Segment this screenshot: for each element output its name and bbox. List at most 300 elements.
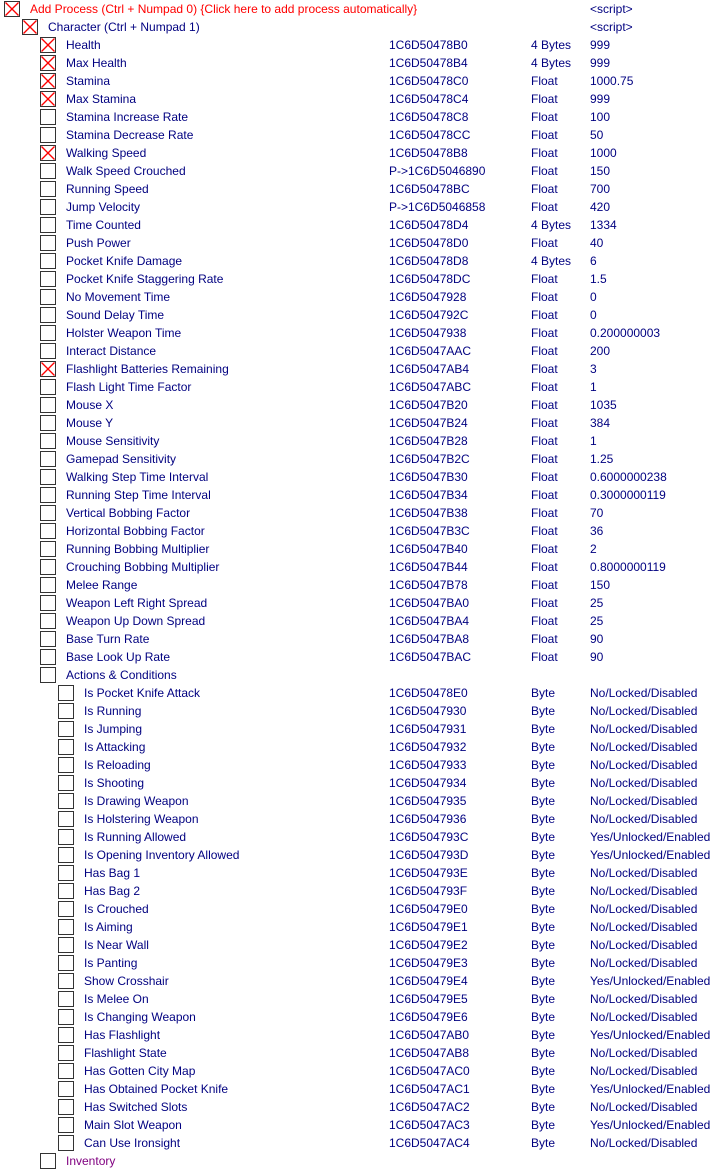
entry-address[interactable]: 1C6D5047BAC: [389, 650, 472, 664]
entry-description[interactable]: Has Bag 1: [84, 866, 141, 880]
entry-description[interactable]: Time Counted: [66, 218, 141, 232]
checkbox[interactable]: [40, 199, 56, 215]
checkbox[interactable]: [40, 1153, 56, 1169]
entry-type[interactable]: Byte: [531, 884, 556, 898]
entry-type[interactable]: Byte: [531, 1082, 556, 1096]
checkbox[interactable]: [58, 757, 74, 773]
entry-description[interactable]: Is Jumping: [84, 722, 143, 736]
table-row[interactable]: [0, 144, 727, 162]
entry-value[interactable]: Yes/Unlocked/Enabled: [590, 1028, 711, 1042]
table-row[interactable]: [0, 1152, 727, 1170]
entry-address[interactable]: 1C6D50478D0: [389, 236, 469, 250]
entry-description[interactable]: Running Bobbing Multiplier: [66, 542, 210, 556]
entry-description[interactable]: Weapon Left Right Spread: [66, 596, 208, 610]
entry-type[interactable]: Float: [531, 182, 558, 196]
entry-description[interactable]: Stamina: [66, 74, 111, 88]
checkbox[interactable]: [40, 289, 56, 305]
table-row[interactable]: [0, 36, 727, 54]
entry-description[interactable]: Running Step Time Interval: [66, 488, 211, 502]
table-row[interactable]: [0, 936, 727, 954]
entry-type[interactable]: Float: [531, 650, 558, 664]
entry-type[interactable]: Byte: [531, 1118, 556, 1132]
entry-type[interactable]: Float: [531, 146, 558, 160]
checkbox[interactable]: [40, 415, 56, 431]
entry-type[interactable]: Byte: [531, 848, 556, 862]
entry-address[interactable]: 1C6D5047AC1: [389, 1082, 470, 1096]
entry-type[interactable]: Float: [531, 92, 558, 106]
entry-address[interactable]: 1C6D5047931: [389, 722, 467, 736]
entry-address[interactable]: 1C6D5047930: [389, 704, 467, 718]
entry-description[interactable]: Is Changing Weapon: [84, 1010, 196, 1024]
entry-type[interactable]: Byte: [531, 776, 556, 790]
checkbox[interactable]: [40, 541, 56, 557]
table-row[interactable]: [0, 90, 727, 108]
entry-value[interactable]: 1035: [590, 398, 617, 412]
checkbox[interactable]: [40, 379, 56, 395]
table-row[interactable]: [0, 468, 727, 486]
table-row[interactable]: [0, 396, 727, 414]
entry-address[interactable]: 1C6D5047AC3: [389, 1118, 470, 1132]
entry-value[interactable]: 0.6000000238: [590, 470, 667, 484]
entry-address[interactable]: 1C6D5047B28: [389, 434, 468, 448]
entry-value[interactable]: No/Locked/Disabled: [590, 1046, 698, 1060]
checkbox[interactable]: [40, 253, 56, 269]
checkbox[interactable]: [58, 955, 74, 971]
checkbox[interactable]: [58, 937, 74, 953]
entry-type[interactable]: Float: [531, 308, 558, 322]
entry-type[interactable]: Byte: [531, 956, 556, 970]
entry-value[interactable]: 50: [590, 128, 604, 142]
entry-value[interactable]: 1.5: [590, 272, 607, 286]
entry-description[interactable]: Is Melee On: [84, 992, 149, 1006]
entry-description[interactable]: Has Obtained Pocket Knife: [84, 1082, 229, 1096]
entry-description[interactable]: Max Stamina: [66, 92, 137, 106]
entry-address[interactable]: 1C6D5047B30: [389, 470, 468, 484]
entry-description[interactable]: Is Pocket Knife Attack: [84, 686, 201, 700]
entry-value[interactable]: 999: [590, 92, 611, 106]
entry-value[interactable]: 40: [590, 236, 604, 250]
entry-address[interactable]: 1C6D504793E: [389, 866, 468, 880]
checkbox[interactable]: [58, 973, 74, 989]
entry-type[interactable]: Byte: [531, 758, 556, 772]
entry-address[interactable]: 1C6D5047AB4: [389, 362, 470, 376]
entry-description[interactable]: Base Look Up Rate: [66, 650, 171, 664]
entry-address[interactable]: 1C6D50479E5: [389, 992, 468, 1006]
entry-description[interactable]: Is Crouched: [84, 902, 149, 916]
entry-type[interactable]: Byte: [531, 1010, 556, 1024]
entry-description[interactable]: Is Running: [84, 704, 142, 718]
table-row[interactable]: [0, 18, 727, 36]
table-row[interactable]: [0, 360, 727, 378]
entry-address[interactable]: 1C6D5047938: [389, 326, 467, 340]
entry-value[interactable]: 150: [590, 578, 611, 592]
entry-value[interactable]: No/Locked/Disabled: [590, 866, 698, 880]
entry-description[interactable]: Base Turn Rate: [66, 632, 150, 646]
entry-value[interactable]: No/Locked/Disabled: [590, 794, 698, 808]
table-row[interactable]: [0, 0, 727, 18]
table-row[interactable]: [0, 792, 727, 810]
entry-type[interactable]: Byte: [531, 992, 556, 1006]
entry-description[interactable]: Sound Delay Time: [66, 308, 165, 322]
checkbox[interactable]: [40, 649, 56, 665]
checkbox[interactable]: [40, 325, 56, 341]
entry-description[interactable]: Is Reloading: [84, 758, 151, 772]
entry-description[interactable]: Health: [66, 38, 101, 52]
checkbox[interactable]: [58, 919, 74, 935]
entry-address[interactable]: 1C6D5047AC2: [389, 1100, 470, 1114]
table-row[interactable]: [0, 72, 727, 90]
entry-description[interactable]: Has Bag 2: [84, 884, 141, 898]
entry-type[interactable]: Float: [531, 272, 558, 286]
checkbox[interactable]: [58, 829, 74, 845]
entry-description[interactable]: Inventory: [66, 1154, 116, 1168]
entry-description[interactable]: Is Panting: [84, 956, 138, 970]
entry-address[interactable]: 1C6D50479E3: [389, 956, 468, 970]
entry-type[interactable]: 4 Bytes: [531, 218, 572, 232]
entry-value[interactable]: Yes/Unlocked/Enabled: [590, 848, 711, 862]
entry-value[interactable]: 1.25: [590, 452, 614, 466]
entry-value[interactable]: 70: [590, 506, 604, 520]
entry-description[interactable]: Push Power: [66, 236, 131, 250]
entry-address[interactable]: 1C6D50479E2: [389, 938, 468, 952]
entry-description[interactable]: No Movement Time: [66, 290, 171, 304]
entry-address[interactable]: 1C6D5047934: [389, 776, 467, 790]
entry-value[interactable]: 700: [590, 182, 611, 196]
entry-type[interactable]: Float: [531, 200, 558, 214]
entry-value[interactable]: 100: [590, 110, 611, 124]
table-row[interactable]: [0, 324, 727, 342]
entry-description[interactable]: Crouching Bobbing Multiplier: [66, 560, 220, 574]
checkbox[interactable]: [40, 109, 56, 125]
entry-type[interactable]: Byte: [531, 794, 556, 808]
entry-type[interactable]: Float: [531, 74, 558, 88]
entry-value[interactable]: No/Locked/Disabled: [590, 740, 698, 754]
entry-address[interactable]: 1C6D50478D4: [389, 218, 469, 232]
entry-type[interactable]: Byte: [531, 1028, 556, 1042]
entry-description[interactable]: Holster Weapon Time: [66, 326, 182, 340]
entry-address[interactable]: 1C6D5047928: [389, 290, 467, 304]
entry-type[interactable]: Float: [531, 236, 558, 250]
entry-type[interactable]: Byte: [531, 722, 556, 736]
table-row[interactable]: [0, 1134, 727, 1152]
checkbox[interactable]: [58, 811, 74, 827]
entry-address[interactable]: 1C6D50478B4: [389, 56, 468, 70]
entry-value[interactable]: No/Locked/Disabled: [590, 884, 698, 898]
entry-address[interactable]: 1C6D5047AB0: [389, 1028, 470, 1042]
checkbox[interactable]: [58, 1135, 74, 1151]
table-row[interactable]: [0, 594, 727, 612]
checkbox[interactable]: [58, 685, 74, 701]
entry-description[interactable]: Running Speed: [66, 182, 149, 196]
checkbox[interactable]: [40, 127, 56, 143]
entry-description[interactable]: Is Aiming: [84, 920, 133, 934]
entry-address[interactable]: 1C6D50478C0: [389, 74, 469, 88]
checkbox[interactable]: [58, 1063, 74, 1079]
checkbox[interactable]: [58, 847, 74, 863]
checkbox[interactable]: [40, 55, 56, 71]
table-row[interactable]: [0, 864, 727, 882]
entry-address[interactable]: 1C6D5047AB8: [389, 1046, 470, 1060]
entry-description[interactable]: Interact Distance: [66, 344, 157, 358]
checkbox[interactable]: [58, 901, 74, 917]
entry-address[interactable]: 1C6D5047B20: [389, 398, 468, 412]
checkbox[interactable]: [58, 721, 74, 737]
entry-value[interactable]: 0: [590, 290, 597, 304]
checkbox[interactable]: [58, 1045, 74, 1061]
entry-value[interactable]: 1000: [590, 146, 617, 160]
entry-value[interactable]: 0.3000000119: [590, 488, 666, 502]
checkbox[interactable]: [4, 1, 20, 17]
entry-value[interactable]: 0: [590, 308, 597, 322]
entry-type[interactable]: Byte: [531, 902, 556, 916]
table-row[interactable]: [0, 378, 727, 396]
checkbox[interactable]: [40, 37, 56, 53]
entry-type[interactable]: Float: [531, 398, 558, 412]
entry-address[interactable]: 1C6D50478C4: [389, 92, 469, 106]
table-row[interactable]: [0, 486, 727, 504]
table-row[interactable]: [0, 810, 727, 828]
entry-address[interactable]: 1C6D5047932: [389, 740, 467, 754]
entry-description[interactable]: Is Opening Inventory Allowed: [84, 848, 240, 862]
entry-description[interactable]: Walking Speed: [66, 146, 147, 160]
entry-value[interactable]: 1: [590, 434, 597, 448]
entry-address[interactable]: 1C6D5047B44: [389, 560, 468, 574]
entry-description[interactable]: Horizontal Bobbing Factor: [66, 524, 205, 538]
entry-description[interactable]: Mouse Sensitivity: [66, 434, 160, 448]
checkbox[interactable]: [40, 487, 56, 503]
entry-type[interactable]: Float: [531, 470, 558, 484]
entry-value[interactable]: Yes/Unlocked/Enabled: [590, 974, 711, 988]
table-row[interactable]: [0, 774, 727, 792]
entry-address[interactable]: 1C6D50479E6: [389, 1010, 468, 1024]
entry-type[interactable]: Float: [531, 362, 558, 376]
entry-type[interactable]: 4 Bytes: [531, 38, 572, 52]
entry-type[interactable]: Float: [531, 416, 558, 430]
entry-description[interactable]: Stamina Decrease Rate: [66, 128, 194, 142]
entry-type[interactable]: Float: [531, 614, 558, 628]
table-row[interactable]: [0, 576, 727, 594]
table-row[interactable]: [0, 684, 727, 702]
checkbox[interactable]: [40, 631, 56, 647]
entry-value[interactable]: No/Locked/Disabled: [590, 686, 698, 700]
entry-description[interactable]: Stamina Increase Rate: [66, 110, 189, 124]
table-row[interactable]: [0, 270, 727, 288]
entry-value[interactable]: 0.8000000119: [590, 560, 666, 574]
entry-value[interactable]: 25: [590, 614, 604, 628]
entry-description[interactable]: Mouse Y: [66, 416, 114, 430]
checkbox[interactable]: [40, 613, 56, 629]
entry-value[interactable]: 0.200000003: [590, 326, 661, 340]
entry-description[interactable]: Gamepad Sensitivity: [66, 452, 177, 466]
entry-description[interactable]: Is Shooting: [84, 776, 145, 790]
entry-description[interactable]: Has Flashlight: [84, 1028, 161, 1042]
entry-address[interactable]: 1C6D5047936: [389, 812, 467, 826]
table-row[interactable]: [0, 342, 727, 360]
entry-value[interactable]: 90: [590, 650, 604, 664]
checkbox[interactable]: [58, 739, 74, 755]
entry-description[interactable]: Actions & Conditions: [66, 668, 177, 682]
checkbox[interactable]: [58, 703, 74, 719]
entry-address[interactable]: 1C6D504792C: [389, 308, 469, 322]
table-row[interactable]: [0, 1098, 727, 1116]
entry-value[interactable]: No/Locked/Disabled: [590, 1100, 698, 1114]
table-row[interactable]: [0, 702, 727, 720]
table-row[interactable]: [0, 648, 727, 666]
table-row[interactable]: [0, 1044, 727, 1062]
entry-type[interactable]: Float: [531, 110, 558, 124]
entry-description[interactable]: Mouse X: [66, 398, 114, 412]
entry-type[interactable]: Float: [531, 632, 558, 646]
entry-address[interactable]: 1C6D504793C: [389, 830, 469, 844]
entry-type[interactable]: Byte: [531, 1136, 556, 1150]
entry-value[interactable]: <script>: [590, 20, 633, 34]
entry-type[interactable]: Byte: [531, 686, 556, 700]
table-row[interactable]: [0, 738, 727, 756]
entry-value[interactable]: 384: [590, 416, 611, 430]
entry-address[interactable]: 1C6D5047B40: [389, 542, 468, 556]
table-row[interactable]: [0, 972, 727, 990]
entry-description[interactable]: Can Use Ironsight: [84, 1136, 181, 1150]
checkbox[interactable]: [58, 775, 74, 791]
entry-address[interactable]: 1C6D50478B8: [389, 146, 468, 160]
entry-value[interactable]: 1: [590, 380, 597, 394]
entry-value[interactable]: 999: [590, 38, 611, 52]
entry-type[interactable]: Float: [531, 326, 558, 340]
entry-description[interactable]: Melee Range: [66, 578, 138, 592]
entry-value[interactable]: 90: [590, 632, 604, 646]
checkbox[interactable]: [40, 181, 56, 197]
entry-value[interactable]: No/Locked/Disabled: [590, 704, 698, 718]
table-row[interactable]: [0, 630, 727, 648]
entry-description[interactable]: Has Switched Slots: [84, 1100, 188, 1114]
entry-value[interactable]: No/Locked/Disabled: [590, 1064, 698, 1078]
entry-type[interactable]: Float: [531, 380, 558, 394]
entry-description[interactable]: Flashlight State: [84, 1046, 167, 1060]
checkbox[interactable]: [40, 469, 56, 485]
checkbox[interactable]: [40, 163, 56, 179]
entry-description[interactable]: Character (Ctrl + Numpad 1): [48, 20, 200, 34]
entry-address[interactable]: 1C6D5047AAC: [389, 344, 472, 358]
entry-type[interactable]: Byte: [531, 866, 556, 880]
entry-type[interactable]: Byte: [531, 974, 556, 988]
entry-description[interactable]: Walking Step Time Interval: [66, 470, 209, 484]
table-row[interactable]: [0, 414, 727, 432]
table-row[interactable]: [0, 306, 727, 324]
checkbox[interactable]: [40, 505, 56, 521]
checkbox[interactable]: [40, 451, 56, 467]
entry-value[interactable]: Yes/Unlocked/Enabled: [590, 830, 711, 844]
table-row[interactable]: [0, 234, 727, 252]
checkbox[interactable]: [58, 1009, 74, 1025]
entry-description[interactable]: Is Running Allowed: [84, 830, 187, 844]
checkbox[interactable]: [58, 793, 74, 809]
entry-value[interactable]: 1334: [590, 218, 617, 232]
entry-value[interactable]: No/Locked/Disabled: [590, 1010, 698, 1024]
entry-address[interactable]: 1C6D5047BA0: [389, 596, 470, 610]
entry-description[interactable]: Vertical Bobbing Factor: [66, 506, 191, 520]
entry-address[interactable]: P->1C6D5046890: [389, 164, 486, 178]
entry-type[interactable]: Byte: [531, 830, 556, 844]
entry-address[interactable]: 1C6D5047B38: [389, 506, 468, 520]
entry-address[interactable]: 1C6D50478DC: [389, 272, 471, 286]
entry-description[interactable]: Is Holstering Weapon: [84, 812, 199, 826]
entry-type[interactable]: Float: [531, 596, 558, 610]
entry-type[interactable]: Byte: [531, 1046, 556, 1060]
checkbox[interactable]: [58, 865, 74, 881]
table-row[interactable]: [0, 1062, 727, 1080]
checkbox[interactable]: [40, 559, 56, 575]
table-row[interactable]: [0, 990, 727, 1008]
table-row[interactable]: [0, 846, 727, 864]
table-row[interactable]: [0, 1026, 727, 1044]
entry-value[interactable]: <script>: [590, 2, 633, 16]
entry-type[interactable]: 4 Bytes: [531, 56, 572, 70]
entry-address[interactable]: 1C6D50478C8: [389, 110, 469, 124]
entry-value[interactable]: Yes/Unlocked/Enabled: [590, 1082, 711, 1096]
entry-address[interactable]: 1C6D50478B0: [389, 38, 468, 52]
entry-value[interactable]: No/Locked/Disabled: [590, 902, 698, 916]
table-row[interactable]: [0, 1116, 727, 1134]
table-row[interactable]: [0, 900, 727, 918]
table-row[interactable]: [0, 1080, 727, 1098]
table-row[interactable]: [0, 756, 727, 774]
entry-description[interactable]: Flash Light Time Factor: [66, 380, 192, 394]
entry-value[interactable]: No/Locked/Disabled: [590, 758, 698, 772]
entry-address[interactable]: 1C6D50479E1: [389, 920, 468, 934]
entry-type[interactable]: Byte: [531, 1100, 556, 1114]
entry-value[interactable]: No/Locked/Disabled: [590, 722, 698, 736]
entry-value[interactable]: 6: [590, 254, 597, 268]
table-row[interactable]: [0, 432, 727, 450]
entry-address[interactable]: 1C6D5047BA8: [389, 632, 470, 646]
entry-address[interactable]: 1C6D50478E0: [389, 686, 468, 700]
checkbox[interactable]: [22, 19, 38, 35]
entry-type[interactable]: 4 Bytes: [531, 254, 572, 268]
entry-type[interactable]: Float: [531, 344, 558, 358]
entry-value[interactable]: 200: [590, 344, 611, 358]
checkbox[interactable]: [40, 235, 56, 251]
checkbox[interactable]: [40, 433, 56, 449]
table-row[interactable]: [0, 882, 727, 900]
entry-address[interactable]: 1C6D5047933: [389, 758, 467, 772]
entry-address[interactable]: 1C6D5047AC4: [389, 1136, 470, 1150]
checkbox[interactable]: [58, 1099, 74, 1115]
entry-description[interactable]: Main Slot Weapon: [84, 1118, 182, 1132]
entry-description[interactable]: Has Gotten City Map: [84, 1064, 196, 1078]
table-row[interactable]: [0, 828, 727, 846]
table-row[interactable]: [0, 612, 727, 630]
entry-value[interactable]: No/Locked/Disabled: [590, 938, 698, 952]
entry-type[interactable]: Float: [531, 560, 558, 574]
table-row[interactable]: [0, 720, 727, 738]
entry-address[interactable]: 1C6D5047B78: [389, 578, 468, 592]
entry-description[interactable]: Is Drawing Weapon: [84, 794, 189, 808]
entry-address[interactable]: 1C6D504793F: [389, 884, 468, 898]
entry-type[interactable]: Float: [531, 164, 558, 178]
table-row[interactable]: [0, 162, 727, 180]
entry-description[interactable]: Pocket Knife Damage: [66, 254, 183, 268]
entry-type[interactable]: Byte: [531, 920, 556, 934]
table-row[interactable]: [0, 198, 727, 216]
table-row[interactable]: [0, 954, 727, 972]
entry-value[interactable]: Yes/Unlocked/Enabled: [590, 1118, 711, 1132]
table-row[interactable]: [0, 540, 727, 558]
entry-value[interactable]: No/Locked/Disabled: [590, 776, 698, 790]
entry-description[interactable]: Weapon Up Down Spread: [66, 614, 206, 628]
entry-description[interactable]: Is Near Wall: [84, 938, 149, 952]
entry-address[interactable]: 1C6D504793D: [389, 848, 469, 862]
checkbox[interactable]: [40, 397, 56, 413]
